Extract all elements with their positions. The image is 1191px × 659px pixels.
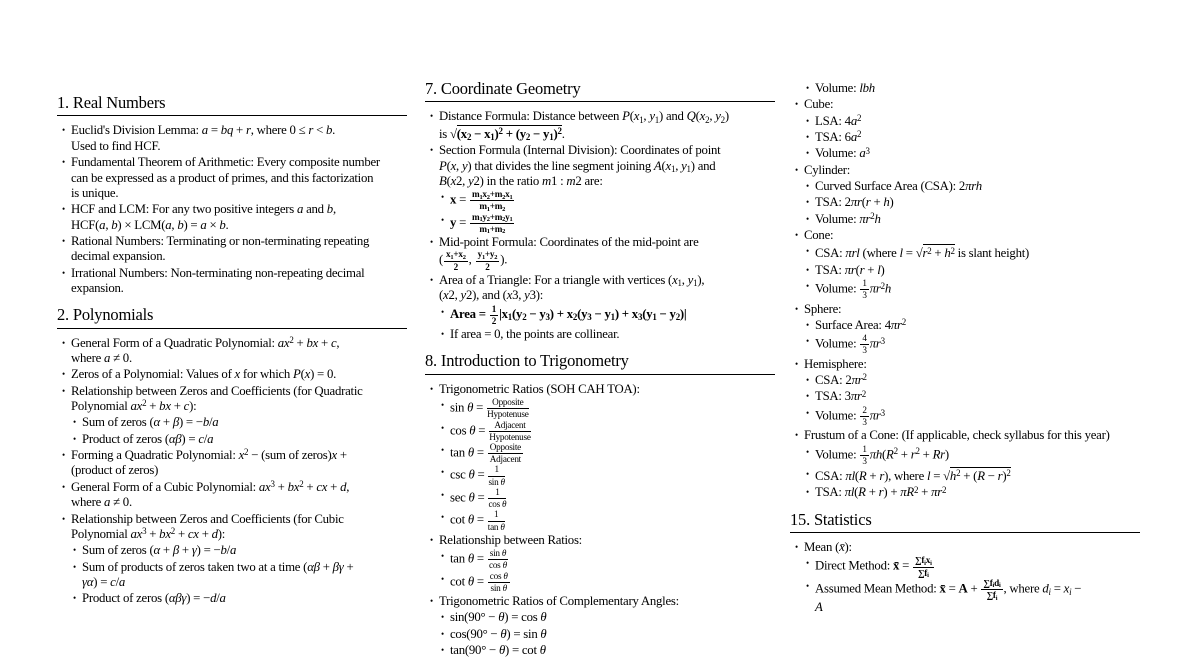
section	[57, 93, 407, 296]
column-left	[57, 93, 407, 608]
column-right	[790, 81, 1140, 617]
item-text: Sum of zeros (α + β + γ) = −b/a	[82, 543, 237, 558]
bullet-marker: •	[441, 306, 445, 317]
list-item	[425, 549, 775, 570]
item-text: sin(90° − θ) = cos θ	[450, 610, 547, 625]
item-text: LSA: $4a^2$	[815, 112, 862, 128]
item-text: Cylinder:	[804, 162, 851, 177]
section	[425, 79, 775, 342]
bullet-marker: •	[441, 445, 445, 455]
item-text: CSA: πrl (where $l = √r^2 + h^2$ is slant height)	[815, 245, 1030, 261]
bullet-marker: •	[62, 157, 66, 168]
list-item	[57, 512, 407, 543]
item-text: Volume: lbh	[815, 81, 875, 95]
bullet-marker: •	[430, 145, 434, 156]
list-item	[425, 627, 775, 642]
list-item	[790, 195, 1140, 210]
list-item	[425, 189, 775, 214]
list-item	[57, 432, 407, 447]
list-item	[790, 279, 1140, 300]
item-text: Volume: $\frac{1}{3}$ $\pi h(R^2 + r^2 + Rr)$	[815, 443, 949, 466]
item-text: Trigonometric Ratios of Complementary Angles:	[439, 593, 679, 608]
list-item	[57, 155, 407, 201]
list-item	[790, 97, 1140, 112]
item-text: y = $\frac{m_1y_2+m_2y_1}{m_1+m_2}$	[450, 211, 513, 236]
bullet-marker: •	[441, 328, 445, 339]
bullet-marker: •	[441, 551, 445, 562]
item-text: Cone:	[804, 228, 834, 243]
bullet-marker: •	[806, 148, 810, 159]
bullet-marker: •	[806, 181, 810, 192]
bullet-marker: •	[62, 369, 66, 380]
bullet-marker: •	[795, 99, 799, 110]
list-item	[57, 543, 407, 558]
list-item	[790, 212, 1140, 227]
list-item	[425, 572, 775, 593]
bullet-marker: •	[62, 125, 66, 136]
bullet-marker: •	[441, 628, 445, 639]
item-text: Section Formula (Internal Division): Coordinates of point P(x, y) that divides the line segment joining $A(x_1$, $y_1$) and B(x2, y2) in the ratio m1 : m2 are:	[439, 143, 721, 188]
bullet-marker: •	[806, 264, 810, 275]
item-text: TSA: πr(r + l)	[815, 262, 885, 277]
list-item	[790, 389, 1140, 404]
list-item	[790, 81, 1140, 96]
section-title: 1. Real Numbers	[57, 93, 407, 116]
item-text: Mid-point Formula: Coordinates of the mid-point are ( $\frac{x_1+x_2}{2}$ , $\frac{y_1+y_2}{2}$ ).	[439, 235, 699, 272]
list-item	[790, 263, 1140, 278]
bullet-marker: •	[806, 487, 810, 498]
item-text: TSA: $6a^2$	[815, 129, 862, 145]
bullet-marker: •	[795, 430, 799, 441]
item-text: cot θ = $\frac{1}{\text{tan θ}}$	[450, 509, 505, 532]
bullet-marker: •	[62, 513, 66, 524]
bullet-marker: •	[441, 422, 445, 433]
list-item	[425, 273, 775, 304]
bullet-marker: •	[62, 204, 66, 215]
item-text: Volume: $\frac{2}{3}$ $\pi r^3$	[815, 404, 885, 427]
bullet-marker: •	[430, 383, 434, 394]
bullet-marker: •	[441, 645, 445, 655]
section	[790, 510, 1140, 616]
list-item	[425, 143, 775, 189]
item-text: Surface Area: $4\pi r^2$	[815, 317, 906, 332]
list-item	[57, 234, 407, 265]
list-item	[425, 327, 775, 342]
item-text: TSA: $3\pi r^2$	[815, 388, 866, 404]
item-text: Trigonometric Ratios (SOH CAH TOA):	[439, 381, 640, 396]
bullet-marker: •	[806, 558, 810, 569]
bullet-marker: •	[430, 111, 434, 122]
bullet-marker: •	[62, 267, 66, 278]
bullet-marker: •	[441, 512, 445, 523]
list-item	[57, 266, 407, 297]
list-item	[425, 235, 775, 272]
list-item	[790, 373, 1140, 388]
list-item	[425, 213, 775, 234]
item-text: sin θ = Opposite Hypotenuse	[450, 397, 529, 420]
section-title: 2. Polynomials	[57, 305, 407, 328]
bullet-marker: •	[73, 417, 77, 428]
item-text: Sphere:	[804, 301, 842, 316]
item-text: Irrational Numbers: Non-terminating non-repeating decimal expansion.	[71, 265, 365, 295]
item-text: Fundamental Theorem of Arithmetic: Every composite number can be expressed as a product of primes, and this factorization is unique.	[71, 155, 380, 200]
item-text: Product of zeros (αβγ) = −d/a	[82, 591, 226, 606]
item-text: CSA: $2\pi r^2$	[815, 372, 867, 388]
section	[790, 81, 1140, 501]
list-item	[790, 467, 1140, 484]
bullet-marker: •	[430, 274, 434, 285]
item-text: x = $\frac{m_1x_2+m_2x_1}{m_1+m_2}$	[450, 189, 513, 214]
list-item	[790, 228, 1140, 243]
item-text: Product of zeros (αβ) = c/a	[82, 431, 214, 446]
bullet-marker: •	[806, 197, 810, 208]
list-item	[57, 367, 407, 382]
item-text: Area = $\frac{1}{2}$ $|x_1(y_2 - y_3) + x_2(y_3 - y_1) + x_3(y_1 - y_2)|$	[450, 303, 687, 326]
list-item	[57, 448, 407, 479]
list-item	[425, 610, 775, 625]
bullet-marker: •	[795, 358, 799, 369]
list-item	[790, 485, 1140, 500]
bullet-marker: •	[806, 132, 810, 143]
bullet-marker: •	[806, 319, 810, 330]
list-item	[790, 114, 1140, 129]
item-text: Relationship between Ratios:	[439, 532, 582, 547]
item-text: Curved Surface Area (CSA): 2πrh	[815, 179, 982, 194]
bullet-marker: •	[441, 612, 445, 623]
section-title: 7. Coordinate Geometry	[425, 79, 775, 102]
bullet-marker: •	[62, 450, 66, 461]
list-item	[57, 123, 407, 154]
bullet-marker: •	[73, 561, 77, 572]
item-text: Mean (x̄):	[804, 540, 852, 555]
list-item	[790, 555, 1140, 580]
list-item	[425, 443, 775, 464]
item-text: Relationship between Zeros and Coefficients (for Quadratic Polynomial $ax^2$ + bx + c):	[71, 383, 363, 414]
list-item	[425, 488, 775, 509]
bullet-marker: •	[795, 542, 799, 553]
bullet-marker: •	[806, 246, 810, 257]
list-item	[57, 480, 407, 511]
list-item	[790, 428, 1140, 443]
bullet-marker: •	[73, 545, 77, 556]
bullet-marker: •	[806, 580, 810, 591]
list-item	[57, 202, 407, 233]
list-item	[790, 130, 1140, 145]
item-text: General Form of a Cubic Polynomial: $ax^3 + bx^2$ + cx + d, where a ≠ 0.	[71, 479, 350, 510]
list-item	[425, 533, 775, 548]
item-text: Volume: $\frac{4}{3}$ $\pi r^3$	[815, 333, 885, 356]
list-item	[57, 336, 407, 367]
bullet-marker: •	[441, 192, 445, 203]
item-text: Cube:	[804, 97, 834, 112]
item-text: cos(90° − θ) = sin θ	[450, 626, 547, 641]
list-item	[425, 109, 775, 142]
item-text: Relationship between Zeros and Coefficients (for Cubic Polynomial $ax^3 + bx^2$ + cx + d):	[71, 511, 344, 541]
list-item	[790, 445, 1140, 466]
bullet-marker: •	[441, 467, 445, 478]
item-text: Rational Numbers: Terminating or non-terminating repeating decimal expansion.	[71, 233, 370, 264]
bullet-marker: •	[795, 164, 799, 175]
list-item	[425, 510, 775, 531]
list-item	[57, 560, 407, 591]
list-item	[425, 305, 775, 326]
item-text: Frustum of a Cone: (If applicable, check syllabus for this year)	[804, 428, 1110, 443]
item-text: cot θ = $\frac{\text{cos θ}}{\text{sin θ}}$	[450, 570, 508, 593]
item-text: csc θ = $\frac{1}{\text{sin θ}}$	[450, 464, 505, 487]
item-text: sec θ = $\frac{1}{\text{cos θ}}$	[450, 486, 507, 510]
bullet-marker: •	[73, 433, 77, 444]
item-text: Forming a Quadratic Polynomial: $x^2 - (sum$ of zeros)x + (product of zeros)	[71, 447, 347, 478]
item-text: HCF and LCM: For any two positive integers a and b, HCF(a, b) × LCM(a, b) = a × b.	[71, 202, 336, 232]
bullet-marker: •	[806, 407, 810, 418]
item-text: Area of a Triangle: For a triangle with vertices ($x_1$, $y_1$), (x2, y2), and (x3, y3):	[439, 272, 705, 303]
item-text: tan θ = $\frac{\text{sin θ}}{\text{cos θ}}$	[450, 548, 507, 571]
item-text: Volume: $a^3$	[815, 145, 870, 161]
bullet-marker: •	[806, 375, 810, 386]
bullet-marker: •	[62, 385, 66, 396]
list-item	[425, 643, 775, 658]
column-middle	[425, 79, 775, 659]
item-text: CSA: πl(R + r), where $l = √h^2 + (R - r)^2$	[815, 468, 1011, 483]
item-text: General Form of a Quadratic Polynomial: $ax^2$ + bx + c, where a ≠ 0.	[71, 334, 340, 366]
bullet-marker: •	[806, 213, 810, 224]
section	[425, 351, 775, 658]
item-text: Sum of products of zeros taken two at a time (αβ + βγ + γα) = c/a	[82, 559, 354, 589]
list-item	[57, 591, 407, 606]
list-item	[57, 415, 407, 430]
item-text: Direct Method: x̄ = $\sum f_ix_i$ $\sum f_i$	[815, 555, 932, 580]
bullet-marker: •	[806, 468, 810, 479]
item-text: TSA: 2πr(r + h)	[815, 195, 894, 210]
bullet-marker: •	[62, 337, 66, 348]
item-text: Hemisphere:	[804, 356, 867, 371]
list-item	[425, 398, 775, 419]
section-title: 15. Statistics	[790, 510, 1140, 533]
bullet-marker: •	[806, 115, 810, 126]
bullet-marker: •	[441, 489, 445, 500]
list-item	[790, 163, 1140, 178]
item-text: tan(90° − θ) = cot θ	[450, 643, 546, 657]
bullet-marker: •	[795, 230, 799, 241]
item-text: tan θ = Opposite Adjacent	[450, 442, 521, 465]
list-item	[425, 594, 775, 609]
list-item	[790, 179, 1140, 194]
list-item	[790, 318, 1140, 333]
item-text: Assumed Mean Method: x̄ = A + $\sum f_id_i$ $\sum f_i$ , where $d_i = x_i$ − A	[815, 577, 1082, 615]
item-text: Volume: $\pi r^2h$	[815, 211, 881, 226]
bullet-marker: •	[806, 446, 810, 457]
bullet-marker: •	[430, 595, 434, 606]
bullet-marker: •	[806, 336, 810, 347]
item-text: cos θ = Adjacent Hypotenuse	[450, 419, 531, 442]
item-text: Sum of zeros (α + β) = −b/a	[82, 415, 219, 430]
list-item	[57, 384, 407, 415]
section-title: 8. Introduction to Trigonometry	[425, 351, 775, 374]
list-item	[790, 406, 1140, 427]
bullet-marker: •	[441, 400, 445, 411]
list-item	[790, 579, 1140, 616]
list-item	[425, 465, 775, 486]
bullet-marker: •	[430, 237, 434, 248]
item-text: Distance Formula: Distance between $P(x_1$, $y_1$) and $Q(x_2$, $y_2$) is $√(x_2 - x_1)^2 + (y_2 - y_1)^2$.	[439, 109, 729, 143]
bullet-marker: •	[441, 573, 445, 584]
item-text: Zeros of a Polynomial: Values of x for which P(x) = 0.	[71, 367, 337, 382]
bullet-marker: •	[441, 214, 445, 225]
bullet-marker: •	[73, 593, 77, 604]
bullet-marker: •	[62, 481, 66, 492]
list-item	[790, 357, 1140, 372]
list-item	[790, 302, 1140, 317]
item-text: Euclid's Division Lemma: a = bq + r, where 0 ≤ r < b. Used to find HCF.	[71, 123, 336, 153]
bullet-marker: •	[806, 391, 810, 402]
list-item	[790, 540, 1140, 555]
bullet-marker: •	[806, 281, 810, 292]
list-item	[425, 421, 775, 442]
item-text: Volume: $\frac{1}{3}$ $\pi r^2h$	[815, 278, 891, 301]
section	[57, 305, 407, 606]
bullet-marker: •	[806, 83, 810, 93]
list-item	[790, 146, 1140, 161]
list-item	[790, 244, 1140, 261]
list-item	[425, 382, 775, 397]
list-item	[790, 334, 1140, 355]
item-text: If area = 0, the points are collinear.	[450, 326, 620, 341]
bullet-marker: •	[430, 534, 434, 545]
bullet-marker: •	[795, 303, 799, 314]
bullet-marker: •	[62, 235, 66, 246]
item-text: TSA: $\pi l(R + r) + \pi R^2 + \pi r^2$	[815, 484, 947, 500]
